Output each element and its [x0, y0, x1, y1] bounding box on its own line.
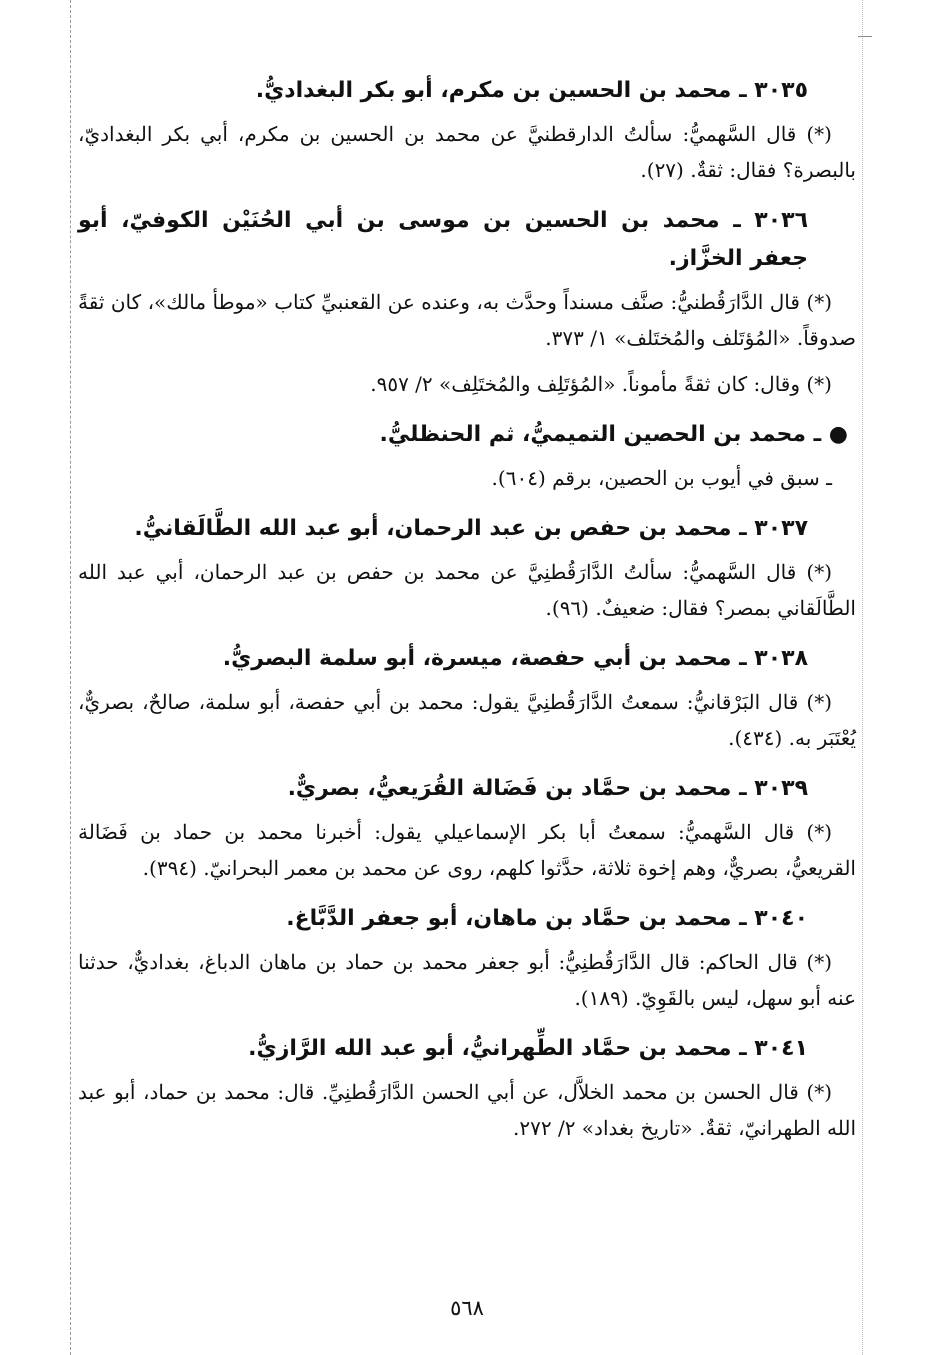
entry-heading: ٣٠٣٦ ـ محمد بن الحسين بن موسى بن أبي الحُنَيْن الكوفيّ، أبو جعفر الخزَّاز.: [78, 208, 808, 271]
entry-paragraph: (*) قال الدَّارَقُطنيُّ: صنَّف مسنداً وحدَّث به، وعنده عن القعنبيِّ كتاب «موطأ مالك»، كان ثقةً صدوقاً. «المُؤتَلف والمُختَلف» ١/ ٣٧٣.: [78, 290, 856, 350]
entry-paragraph: (*) قال السَّهميُّ: سمعتُ أبا بكر الإسماعيلي يقول: أخبرنا محمد بن حماد بن فَضَالة القريعيُّ، بصريٌّ، وهم إخوة ثلاثة، حدَّثوا كلهم، روى عن محمد بن معمر البحرانيّ. (٣٩٤).: [78, 820, 856, 880]
entry-paragraph: (*) وقال: كان ثقةً مأموناً. «المُؤتَلِف والمُختَلِف» ٢/ ٩٥٧.: [370, 372, 832, 396]
entry-heading: ٣٠٣٩ ـ محمد بن حمَّاد بن فَضَالة القُرَيعيُّ، بصريٌّ.: [287, 776, 808, 801]
entry-3038: [78, 640, 856, 756]
entry-paragraph: (*) قال السَّهميُّ: سألتُ الدارقطنيَّ عن محمد بن الحسين بن مكرم، أبي بكر البغداديّ، بالبصرة؟ فقال: ثقةٌ. (٢٧).: [78, 122, 856, 182]
entry-heading: ● ـ محمد بن الحصين التميميُّ، ثم الحنظليُّ.: [379, 422, 848, 447]
entry-3035: [78, 72, 856, 188]
entry-3039: [78, 770, 856, 886]
entry-heading: ٣٠٣٨ ـ محمد بن أبي حفصة، ميسرة، أبو سلمة البصريُّ.: [222, 646, 808, 671]
entry-3036: [78, 202, 856, 402]
scan-mark: [858, 36, 872, 37]
entry-3041: [78, 1030, 856, 1146]
entry-cross-reference: [78, 416, 856, 496]
entry-3037: [78, 510, 856, 626]
entry-paragraph: (*) قال البَرْقانيُّ: سمعتُ الدَّارَقُطنِيَّ يقول: محمد بن أبي حفصة، أبو سلمة، صالحٌ، بصريٌّ، يُعْتَبَر به. (٤٣٤).: [78, 690, 856, 750]
entry-paragraph: ـ سبق في أيوب بن الحصين، برقم (٦٠٤).: [491, 466, 832, 490]
entry-paragraph: (*) قال الحسن بن محمد الخلاَّل، عن أبي الحسن الدَّارَقُطنِيِّ. قال: محمد بن حماد، أبو عبد الله الطهرانيّ، ثقةٌ. «تاريخ بغداد» ٢/ ٢٧٢.: [78, 1080, 856, 1140]
entry-heading: ٣٠٤٠ ـ محمد بن حمَّاد بن ماهان، أبو جعفر الدَّبَّاغ.: [286, 906, 808, 931]
entry-heading: ٣٠٣٥ ـ محمد بن الحسين بن مكرم، أبو بكر البغداديُّ.: [255, 78, 808, 103]
page-number: ٥٦٨: [450, 1296, 484, 1320]
scan-edge-left: [70, 0, 71, 1355]
entry-3040: [78, 900, 856, 1016]
entry-paragraph: (*) قال الحاكم: قال الدَّارَقُطنِيُّ: أبو جعفر محمد بن حماد بن ماهان الدباغ، بغداديٌّ، حدثنا عنه أبو سهل، ليس بالقَوِيّ. (١٨٩).: [78, 950, 856, 1010]
scan-edge-right: [862, 0, 863, 1355]
page-content: [78, 72, 856, 1160]
entry-heading: ٣٠٤١ ـ محمد بن حمَّاد الطِّهرانيُّ، أبو عبد الله الرَّازيُّ.: [248, 1036, 808, 1061]
entry-heading: ٣٠٣٧ ـ محمد بن حفص بن عبد الرحمان، أبو عبد الله الطَّالَقانيُّ.: [134, 516, 808, 541]
entry-paragraph: (*) قال السَّهميُّ: سألتُ الدَّارَقُطنِيَّ عن محمد بن حفص بن عبد الرحمان، أبي عبد الله الطَّالَقاني بمصر؟ فقال: ضعيفٌ. (٩٦).: [78, 560, 856, 620]
